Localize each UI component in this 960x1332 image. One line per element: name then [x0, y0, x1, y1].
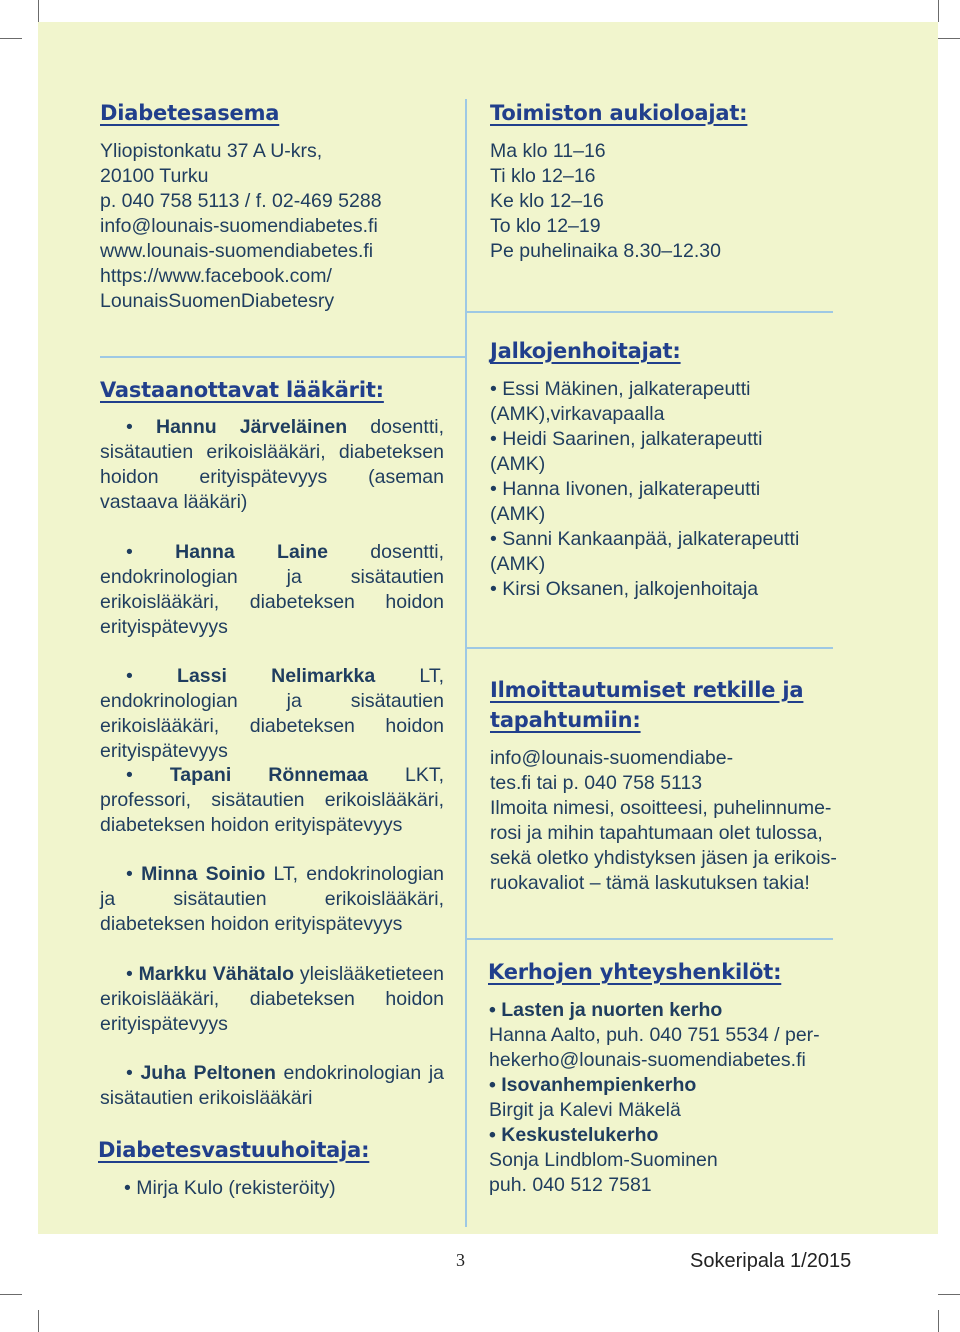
- diabetes-nurse-heading: Diabetesvastuuhoitaja:: [98, 1138, 370, 1162]
- foot-care-item: • Hanna Iivonen, jalkaterapeutti (AMK): [490, 477, 800, 527]
- hours-line: Ma klo 11–16: [490, 140, 606, 162]
- doctor-name: Minna Soinio: [141, 863, 266, 885]
- doctor-description: LT, endokrinologian ja sisätautien erikoislääkäri, diabeteksen hoidon erityispätevyys: [100, 665, 444, 762]
- foot-care-item: • Heidi Saarinen, jalkaterapeutti (AMK): [490, 427, 800, 477]
- doctors-heading: Vastaanottavat lääkärit:: [100, 378, 384, 402]
- publication-name: Sokeripala 1/2015: [690, 1250, 852, 1272]
- doctor-name: Markku Vähätalo: [138, 963, 295, 985]
- foot-care-item: • Kirsi Oksanen, jalkojenhoitaja: [490, 577, 800, 602]
- doctor-description: dosentti, sisätautien erikoislääkäri, diabeteksen hoidon erityispätevyys (aseman vastaava lääkäri): [100, 416, 444, 513]
- crop-mark: [938, 1310, 939, 1332]
- registration-heading: Ilmoittautumiset retkille ja: [490, 678, 804, 702]
- foot-care-list: [490, 377, 800, 602]
- email-link[interactable]: info@lounais-suomendiabetes.fi: [100, 215, 378, 237]
- facebook-link[interactable]: LounaisSuomenDiabetesry: [100, 290, 335, 312]
- club-contact: puh. 040 512 7581: [489, 1174, 652, 1196]
- doctor-description: LT, endokrinologian ja sisätautien erikoislääkäri, diabeteksen hoidon erityispätevyys: [100, 863, 444, 935]
- crop-mark: [38, 1310, 39, 1332]
- hours-line: Ke klo 12–16: [490, 190, 604, 212]
- registration-email[interactable]: info@lounais-suomendiabe-: [490, 747, 734, 769]
- doctor-item: [100, 763, 444, 838]
- hours-line: Pe puhelinaika 8.30–12.30: [490, 240, 721, 262]
- clinic-address: [100, 139, 440, 314]
- doctor-description: endokrinologian ja sisätautien erikoislääkäri: [100, 1062, 444, 1109]
- doctor-description: yleislääketieteen erikoislääkäri, diabeteksen hoidon erityispätevyys: [100, 963, 444, 1035]
- crop-mark: [938, 1294, 960, 1295]
- registration-instruction: sekä oletko yhdistyksen jäsen ja erikois-: [490, 847, 837, 869]
- registration-instruction: rosi ja mihin tapahtumaan olet tulossa,: [490, 822, 823, 844]
- section-divider: [467, 938, 833, 940]
- crop-mark: [38, 0, 39, 22]
- doctor-item: [100, 862, 444, 937]
- foot-care-heading: Jalkojenhoitajat:: [490, 339, 681, 363]
- registration-heading: tapahtumiin:: [490, 708, 641, 732]
- registration-instruction: Ilmoita nimesi, osoitteesi, puhelinnume-: [490, 797, 832, 819]
- nurse-name: • Mirja Kulo (rekisteröity): [124, 1176, 444, 1201]
- doctor-item: [100, 540, 444, 640]
- section-divider: [100, 356, 465, 358]
- doctor-item: [100, 664, 444, 764]
- club-name: • Isovanhempienkerho: [489, 1073, 869, 1098]
- facebook-link[interactable]: https://www.facebook.com/: [100, 265, 332, 287]
- club-email[interactable]: hekerho@lounais-suomendiabetes.fi: [489, 1049, 806, 1071]
- crop-mark: [938, 38, 960, 39]
- page-number: 3: [456, 1250, 465, 1270]
- section-divider: [467, 311, 833, 313]
- registration-instruction: ruokavaliot – tämä laskutuksen takia!: [490, 872, 810, 894]
- club-contact: Hanna Aalto, puh. 040 751 5534 / per-: [489, 1024, 820, 1046]
- website-link[interactable]: www.lounais-suomendiabetes.fi: [100, 240, 374, 262]
- club-name: • Lasten ja nuorten kerho: [489, 998, 869, 1023]
- doctor-item: [100, 415, 444, 515]
- clubs-list: [489, 998, 869, 1198]
- club-contact: Sonja Lindblom-Suominen: [489, 1149, 718, 1171]
- office-hours-list: [490, 139, 810, 264]
- crop-mark: [938, 0, 939, 22]
- section-divider: [467, 647, 833, 649]
- hours-line: Ti klo 12–16: [490, 165, 596, 187]
- hours-line: To klo 12–19: [490, 215, 601, 237]
- address-line: 20100 Turku: [100, 165, 209, 187]
- registration-text: [490, 746, 870, 896]
- crop-mark: [0, 38, 22, 39]
- registration-phone: tes.fi tai p. 040 758 5113: [490, 772, 703, 794]
- doctor-item: [100, 962, 444, 1037]
- doctor-name: Hannu Järveläinen: [155, 416, 348, 438]
- doctor-name: Hanna Laine: [175, 541, 328, 563]
- foot-care-item: • Sanni Kankaanpää, jalkaterapeutti (AMK): [490, 527, 800, 577]
- foot-care-item: • Essi Mäkinen, jalkaterapeutti (AMK),virkavapaalla: [490, 377, 800, 427]
- doctor-item: [100, 1061, 444, 1111]
- club-name: • Keskustelukerho: [489, 1123, 869, 1148]
- clubs-heading: Kerhojen yhteyshenkilöt:: [488, 960, 782, 984]
- doctor-description: LKT, professori, sisätautien erikoislääkäri, diabeteksen hoidon erityispätevyys: [100, 764, 444, 836]
- office-hours-heading: Toimiston aukioloajat:: [490, 101, 748, 125]
- column-divider: [465, 99, 467, 1227]
- doctor-name: Tapani Rönnemaa: [169, 764, 368, 786]
- crop-mark: [0, 1294, 22, 1295]
- doctor-description: dosentti, endokrinologian ja sisätautien erikoislääkäri, diabeteksen hoidon erityispätevyys: [100, 541, 445, 638]
- phone-line: p. 040 758 5113 / f. 02-469 5288: [100, 190, 382, 212]
- clinic-heading: Diabetesasema: [100, 101, 280, 125]
- doctor-name: Lassi Nelimarkka: [177, 665, 376, 687]
- doctor-name: Juha Peltonen: [140, 1062, 276, 1084]
- address-line: Yliopistonkatu 37 A U-krs,: [100, 140, 323, 162]
- club-contact: Birgit ja Kalevi Mäkelä: [489, 1099, 681, 1121]
- nurse-item: [124, 1176, 444, 1201]
